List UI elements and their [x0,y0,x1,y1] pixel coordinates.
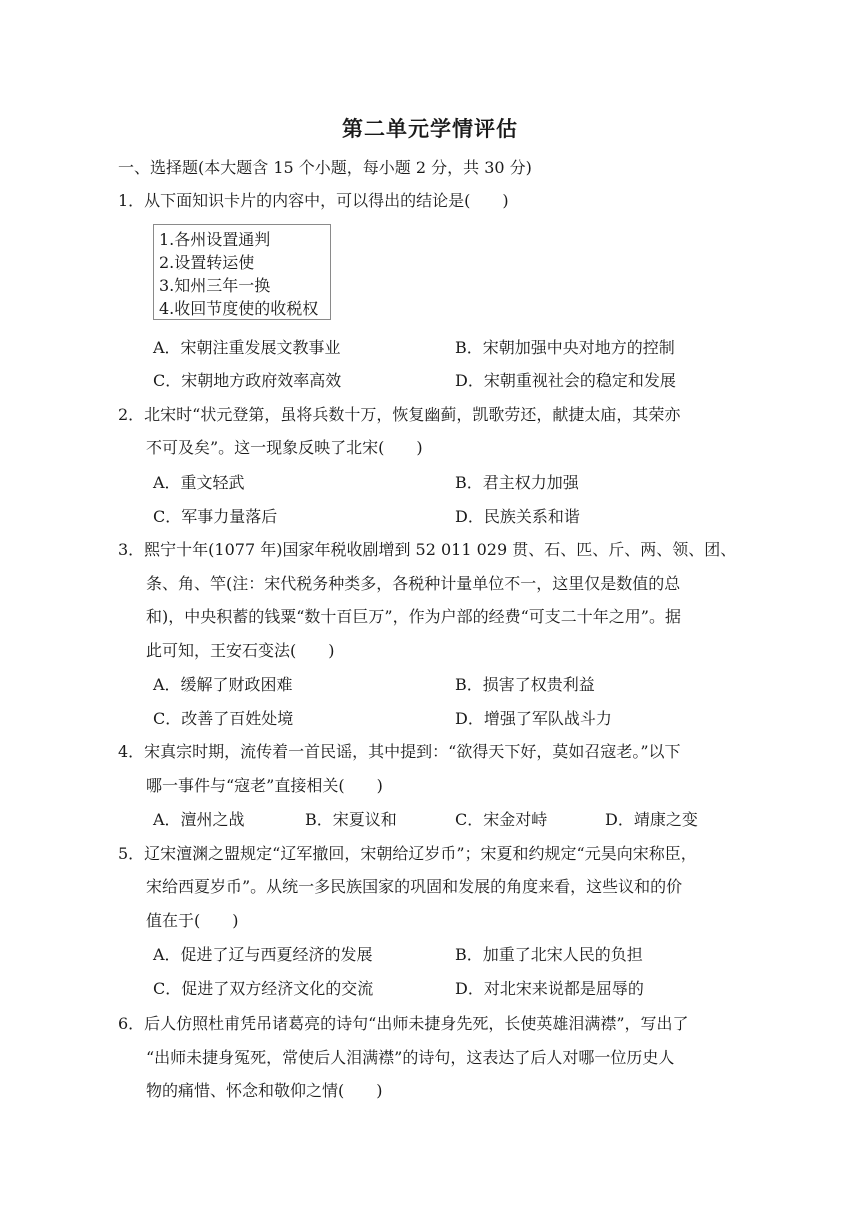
question-4-option-a: A．澶州之战 [153,810,245,829]
question-2-option-d: D．民族关系和谐 [455,507,580,526]
question-5-option-c: C．促进了双方经济文化的交流 [153,979,374,998]
question-1-stem: 1．从下面知识卡片的内容中，可以得出的结论是( ) [118,191,509,210]
question-5-option-a: A．促进了辽与西夏经济的发展 [153,945,373,964]
question-3-stem: 3．熙宁十年(1077 年)国家年税收剧增到 52 011 029 贯、石、匹、斤、两、领、团、 [118,540,737,559]
question-6-stem: 6．后人仿照杜甫凭吊诸葛亮的诗句“出师未捷身先死，长使英雄泪满襟”，写出了 [118,1014,689,1033]
question-5-stem: 值在于( ) [146,911,239,930]
question-4-option-b: B．宋夏议和 [305,810,397,829]
question-2-stem: 2．北宋时“状元登第，虽将兵数十万，恢复幽蓟，凯歌劳还，献捷太庙，其荣亦 [118,405,681,424]
question-3-option-d: D．增强了军队战斗力 [455,709,612,728]
question-3-option-a: A．缓解了财政困难 [153,675,293,694]
question-4-stem: 4．宋真宗时期，流传着一首民谣，其中提到：“欲得天下好，莫如召寇老。”以下 [118,742,681,761]
question-6-stem: 物的痛惜、怀念和敬仰之情( ) [146,1081,383,1100]
knowledge-card [153,224,331,320]
question-1-option-d: D．宋朝重视社会的稳定和发展 [455,371,676,390]
section-heading: 一、选择题(本大题含 15 个小题，每小题 2 分，共 30 分) [118,158,532,177]
question-3-stem: 此可知，王安石变法( ) [146,641,335,660]
question-1-option-c: C．宋朝地方政府效率高效 [153,371,342,390]
page-title: 第二单元学情评估 [342,117,518,141]
question-2-option-a: A．重文轻武 [153,473,245,492]
card-item: 4.收回节度使的收税权 [159,299,319,318]
question-5-stem: 宋给西夏岁币”。从统一多民族国家的巩固和发展的角度来看，这些议和的价 [146,877,683,896]
question-2-option-b: B．君主权力加强 [455,473,579,492]
question-4-option-c: C．宋金对峙 [455,810,548,829]
question-2-stem: 不可及矣”。这一现象反映了北宋( ) [146,438,423,457]
question-3-option-c: C．改善了百姓处境 [153,709,294,728]
card-item: 1.各州设置通判 [159,230,271,249]
question-1-option-a: A．宋朝注重发展文教事业 [153,338,341,357]
question-3-option-b: B．损害了权贵利益 [455,675,595,694]
question-1-option-b: B．宋朝加强中央对地方的控制 [455,338,675,357]
card-item: 3.知州三年一换 [159,276,271,295]
question-5-option-b: B．加重了北宋人民的负担 [455,945,643,964]
card-item: 2.设置转运使 [159,253,255,272]
question-3-stem: 条、角、竿(注：宋代税务种类多，各税种计量单位不一，这里仅是数值的总 [146,574,681,593]
question-3-stem: 和)，中央积蓄的钱粟“数十百巨万”，作为户部的经费“可支二十年之用”。据 [146,607,681,626]
question-5-option-d: D．对北宋来说都是屈辱的 [455,979,644,998]
question-6-stem: “出师未捷身冤死，常使后人泪满襟”的诗句，这表达了后人对哪一位历史人 [146,1048,675,1067]
question-5-stem: 5．辽宋澶渊之盟规定“辽军撤回，宋朝给辽岁币”；宋夏和约规定“元昊向宋称臣， [118,844,697,863]
question-4-option-d: D．靖康之变 [605,810,698,829]
question-4-stem: 哪一事件与“寇老”直接相关( ) [146,776,383,795]
question-2-option-c: C．军事力量落后 [153,507,278,526]
